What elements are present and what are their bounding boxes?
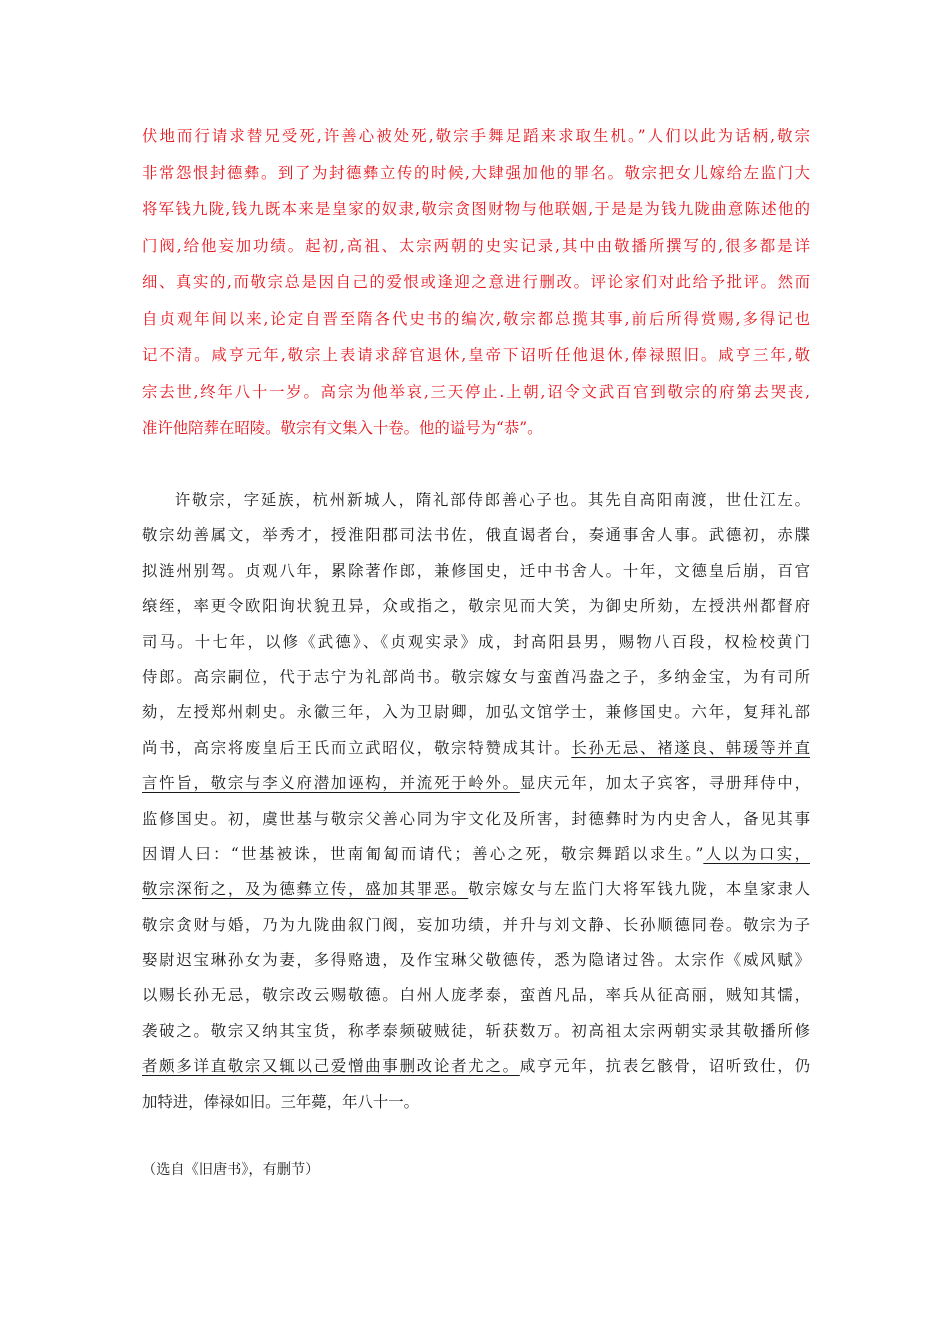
original-line-text: 尚书，高宗将废皇后王氏而立武昭仪，敬宗特赞成其计。	[142, 738, 572, 757]
original-line	[142, 483, 810, 518]
source-note: （选自《旧唐书》，有删节）	[142, 1162, 320, 1178]
translation-line: 记不清。咸亨元年,敬宗上表请求辞官退休,皇帝下诏听任他退休,俸禄照旧。咸亨三年,敬	[142, 346, 810, 364]
original-line: 敬宗贪财与婚，乃为九陇曲叙门阀，妄加功绩，并升与刘文静、长孙顺德同卷。敬宗为子	[142, 915, 810, 934]
translation-line: 非常怨恨封德彝。到了为封德彝立传的时候,大肆强加他的罪名。敬宗把女儿嫁给左监门大	[142, 163, 810, 182]
original-line-text: 咸亨元年，抗表乞骸骨，诏听致仕，仍	[519, 1057, 810, 1076]
translation-paragraph	[142, 118, 810, 447]
translation-line: 将军钱九陇,钱九既本来是皇家的奴隶,敬宗贪图财物与他联姻,于是是为钱九陇曲意陈述他的	[142, 200, 810, 218]
original-line-text: 许敬宗，字延族，杭州新城人，隋礼部侍郎善心子也。其先自高阳南渡，世仕江左。	[173, 491, 810, 509]
translation-line: 自贞观年间以来,论定自晋至隋各代史书的编次,敬宗都总揽其事,前后所得赏赐,多得记也	[142, 309, 810, 328]
original-line-text: 敬宗嫁女与左监门大将军钱九陇，本皇家隶人	[468, 880, 810, 899]
underlined-sentence: 者颇多详直敬宗又辄以己爱憎曲事删改论者尤之。	[142, 1057, 520, 1076]
translation-line: 宗去世,终年八十一岁。高宗为他举哀,三天停止.上朝,诏令文武百官到敬宗的府第去哭丧,	[142, 382, 810, 401]
underlined-sentence: 长孙无忌、褚遂良、韩瑗等并直	[571, 738, 810, 757]
original-line: 加特进，俸禄如旧。三年薨，年八十一。	[142, 1092, 420, 1111]
translation-line: 伏地而行请求替兄受死,许善心被处死,敬宗手舞足蹈来求取生机。”人们以此为话柄,敬宗	[142, 127, 810, 145]
original-line	[142, 872, 810, 907]
original-line: 劾，左授郑州刺史。永徽三年，入为卫尉卿，加弘文馆学士，兼修国史。六年，复拜礼部	[142, 703, 810, 722]
original-line: 娶尉迟宝琳孙女为妻，多得赂遗，及作宝琳父敬德传，悉为隐诸过咎。太宗作《威风赋》	[142, 951, 810, 970]
original-line: 司马。十七年，以修《武德》、《贞观实录》成，封高阳县男，赐物八百段，权检校黄门	[142, 632, 810, 651]
original-line: 以赐长孙无忌，敬宗改云赐敬德。白州人庞孝泰，蛮酋凡品，率兵从征高丽，贼知其懦，	[142, 986, 810, 1005]
original-line: 侍郎。高宗嗣位，代于志宁为礼部尚书。敬宗嫁女与蛮酋冯盎之子，多纳金宝，为有司所	[142, 667, 810, 686]
original-text-paragraph	[142, 483, 810, 1120]
original-line-text: 因谓人曰：“世基被诛，世南匍匐而请代；善心之死，敬宗舞蹈以求生。”	[142, 844, 704, 863]
original-line-text: 显庆元年，加太子宾客，寻册拜侍中，	[519, 774, 810, 793]
original-line: 拟涟州别驾。贞观八年，累除著作郎，兼修国史，迁中书舍人。十年，文德皇后崩，百官	[142, 561, 810, 580]
original-line	[142, 731, 810, 766]
original-line: 敬宗幼善属文，举秀才，授淮阳郡司法书佐，俄直谒者台，奏通事舍人事。武德初，赤牒	[142, 526, 810, 545]
original-line	[142, 837, 810, 872]
translation-line: 准许他陪葬在昭陵。敬宗有文集入十卷。他的谥号为“恭”。	[142, 419, 543, 437]
translation-line: 门阀,给他妄加功绩。起初,高祖、太宗两朝的史实记录,其中由敬播所撰写的,很多都是详	[142, 236, 810, 255]
underlined-sentence: 言忤旨，敬宗与李义府潜加诬构，并流死于岭外。	[142, 774, 520, 793]
original-line	[142, 766, 810, 801]
translation-line: 细、真实的,而敬宗总是因自己的爱恨或逢迎之意进行删改。评论家们对此给予批评。然而	[142, 273, 810, 291]
underlined-sentence: 人以为口实，	[703, 844, 810, 863]
original-line: 监修国史。初，虞世基与敬宗父善心同为宇文化及所害，封德彝时为内史舍人，备见其事	[142, 809, 810, 828]
original-line: 袭破之。敬宗又纳其宝货，称孝泰频破贼徒，斩获数万。初高祖太宗两朝实录其敬播所修	[142, 1021, 810, 1040]
original-line	[142, 1049, 810, 1084]
underlined-sentence: 敬宗深衔之，及为德彝立传，盛加其罪恶。	[142, 880, 469, 899]
original-line: 缞绖，率更令欧阳询状貌丑异，众或指之，敬宗见而大笑，为御史所劾，左授洪州都督府	[142, 597, 810, 616]
